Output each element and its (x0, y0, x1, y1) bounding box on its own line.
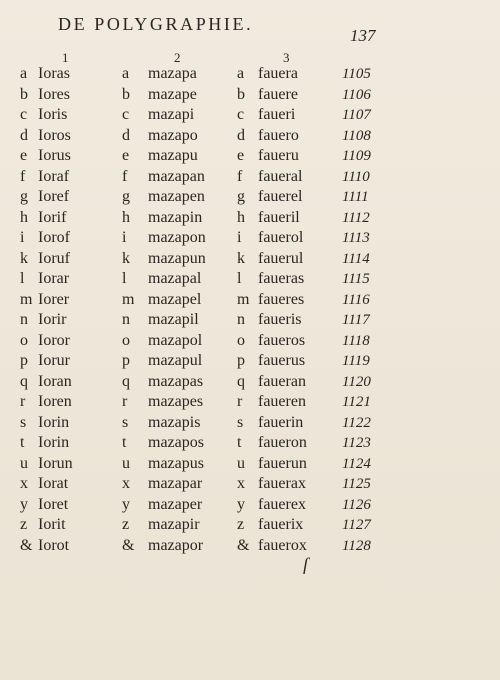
column1-letter: x (20, 475, 28, 492)
row-number: 1121 (342, 394, 371, 410)
column2-letter: f (122, 167, 128, 185)
column1-letter: t (20, 434, 25, 451)
column2-word: mazapel (148, 290, 202, 308)
row-number: 1111 (342, 189, 369, 205)
column1-letter: o (20, 331, 28, 349)
column1-letter: e (20, 147, 28, 164)
column1-letter: q (20, 372, 28, 390)
row-number: 1113 (342, 230, 370, 246)
column2-word: mazapes (148, 393, 204, 410)
column3-word: fauerοs (258, 331, 306, 349)
column3-word: fauerun (258, 454, 307, 472)
column2-letter: y (122, 495, 130, 513)
row-number: 1126 (342, 496, 371, 513)
column3-letter: p (237, 352, 245, 369)
row-number: 1115 (342, 271, 370, 287)
column1-word: Ioras (38, 65, 70, 82)
column2-word: mazapa (148, 65, 197, 82)
catchword: ſ (303, 554, 309, 574)
row-number: 1124 (342, 455, 371, 472)
column3-letter: & (237, 536, 250, 554)
column2-word: mazapen (148, 188, 205, 205)
column1-letter: f (20, 167, 26, 185)
column1-letter: z (20, 516, 28, 533)
column1-word: Iores (38, 85, 70, 103)
column3-word: fauerus (258, 352, 306, 369)
column3-letter: h (237, 208, 245, 226)
column1-letter: y (20, 495, 28, 513)
column1-word: Iorer (38, 290, 70, 308)
column3-letter: k (237, 249, 245, 267)
table-row (0, 208, 500, 229)
column-number-2: 2 (174, 50, 181, 65)
column2-letter: c (122, 106, 130, 123)
column2-letter: e (122, 147, 130, 164)
column2-word: mazapar (148, 475, 203, 492)
column3-letter: d (237, 126, 245, 144)
column2-word: mazapo (148, 126, 198, 144)
column2-letter: z (122, 516, 130, 533)
column3-letter: l (237, 270, 242, 287)
column2-letter: k (122, 249, 130, 267)
column3-letter: q (237, 372, 245, 390)
column2-word: mazape (148, 85, 197, 103)
table-row (0, 85, 500, 106)
table-row (0, 372, 500, 393)
column2-letter: x (122, 475, 130, 492)
column2-word: mazapos (148, 434, 204, 451)
column3-letter: r (237, 393, 243, 410)
column2-word: mazapor (148, 536, 204, 554)
column3-word: fauero (258, 126, 299, 144)
column3-letter: u (237, 454, 245, 472)
table-row (0, 536, 500, 557)
cipher-table (0, 64, 500, 556)
column2-letter: s (122, 413, 129, 431)
row-number: 1109 (342, 148, 371, 164)
column3-letter: g (237, 188, 245, 205)
page-number: 137 (350, 26, 376, 45)
column2-word: mazapin (148, 208, 203, 226)
column3-letter: z (237, 516, 245, 533)
column1-word: Ioror (38, 331, 70, 349)
column2-word: mazapon (148, 229, 206, 246)
table-row (0, 515, 500, 536)
column1-word: Ioren (38, 393, 72, 410)
column3-word: fauerex (258, 495, 306, 513)
column2-letter: m (122, 290, 135, 308)
table-row (0, 310, 500, 331)
column3-letter: e (237, 147, 245, 164)
column2-letter: q (122, 372, 130, 390)
column1-letter: b (20, 85, 28, 103)
column3-word: faueru (258, 147, 299, 164)
row-number: 1116 (342, 291, 370, 308)
column3-letter: a (237, 65, 245, 82)
column1-word: Iorar (38, 270, 70, 287)
column1-word: Ioret (38, 495, 69, 513)
column2-letter: t (122, 434, 127, 451)
column1-word: Iorur (38, 352, 70, 369)
column2-letter: n (122, 311, 130, 328)
column2-word: mazapis (148, 413, 201, 431)
column3-word: fauerul (258, 249, 304, 267)
row-number: 1118 (342, 332, 370, 349)
row-number: 1123 (342, 435, 371, 451)
table-row (0, 126, 500, 147)
column3-word: fauerix (258, 516, 304, 533)
column1-letter: n (20, 311, 28, 328)
column3-word: fauerel (258, 188, 303, 205)
row-number: 1110 (342, 168, 370, 185)
column2-letter: u (122, 454, 130, 472)
table-row (0, 495, 500, 516)
column2-letter: l (122, 270, 127, 287)
row-number: 1122 (342, 414, 371, 431)
table-row (0, 269, 500, 290)
column1-word: Iorot (38, 536, 70, 554)
column1-letter: d (20, 126, 28, 144)
table-row (0, 474, 500, 495)
column3-word: faueras (258, 270, 305, 287)
column3-word: faueris (258, 311, 302, 328)
column2-letter: g (122, 188, 130, 205)
column1-word: Iorin (38, 434, 70, 451)
row-number: 1114 (342, 250, 370, 267)
row-number: 1107 (342, 107, 371, 123)
column1-word: Iorir (38, 311, 67, 328)
column2-letter: p (122, 352, 130, 369)
row-number: 1112 (342, 209, 370, 226)
table-row (0, 290, 500, 311)
column3-word: faueril (258, 208, 300, 226)
column2-letter: i (122, 229, 127, 246)
column1-letter: m (20, 290, 33, 308)
column1-letter: k (20, 249, 28, 267)
column3-word: fauerax (258, 475, 306, 492)
table-row (0, 413, 500, 434)
column3-letter: s (237, 413, 244, 431)
row-number: 1117 (342, 312, 370, 328)
column3-letter: i (237, 229, 242, 246)
column1-letter: r (20, 393, 26, 410)
table-row (0, 105, 500, 126)
column1-word: Ioran (38, 372, 72, 390)
column1-word: Ioruf (38, 249, 70, 267)
column2-letter: d (122, 126, 130, 144)
column2-letter: & (122, 536, 135, 554)
column3-word: fauerin (258, 413, 304, 431)
column1-letter: & (20, 536, 33, 554)
table-row (0, 249, 500, 270)
row-number: 1106 (342, 86, 371, 103)
column2-word: mazapir (148, 516, 200, 533)
row-number: 1108 (342, 127, 371, 144)
row-number: 1105 (342, 66, 371, 82)
column3-word: faueron (258, 434, 307, 451)
column2-word: mazapi (148, 106, 195, 123)
column1-word: Iorit (38, 516, 66, 533)
column3-word: fauerox (258, 536, 307, 554)
column1-word: Iorus (38, 147, 71, 164)
table-row (0, 64, 500, 85)
column3-word: fauera (258, 65, 298, 82)
column1-letter: h (20, 208, 28, 226)
table-row (0, 351, 500, 372)
column3-letter: c (237, 106, 245, 123)
table-row (0, 392, 500, 413)
column3-word: faueren (258, 393, 306, 410)
column3-letter: y (237, 495, 245, 513)
table-row (0, 146, 500, 167)
column1-word: Iorun (38, 454, 73, 472)
column3-letter: m (237, 290, 250, 308)
column-number-1: 1 (62, 50, 69, 65)
column2-letter: o (122, 331, 130, 349)
column2-word: mazaper (148, 495, 203, 513)
column3-word: faueral (258, 167, 303, 185)
column1-letter: a (20, 65, 28, 82)
column1-word: Iorif (38, 208, 67, 226)
column2-word: mazapul (148, 352, 203, 369)
column2-word: mazapol (148, 331, 203, 349)
column1-word: Iorin (38, 413, 70, 431)
column3-letter: f (237, 167, 243, 185)
column3-letter: o (237, 331, 245, 349)
column3-word: faueres (258, 290, 305, 308)
column1-letter: c (20, 106, 28, 123)
column1-word: Iorof (38, 229, 70, 246)
row-number: 1127 (342, 517, 371, 533)
column3-word: faueran (258, 372, 306, 390)
row-number: 1120 (342, 373, 371, 390)
column1-word: Ioris (38, 106, 68, 123)
row-number: 1125 (342, 476, 371, 492)
column2-word: mazapun (148, 249, 206, 267)
column3-letter: b (237, 85, 245, 103)
column1-letter: u (20, 454, 28, 472)
column1-letter: i (20, 229, 25, 246)
column2-letter: a (122, 65, 130, 82)
column3-letter: t (237, 434, 242, 451)
column1-word: Ioraf (38, 167, 70, 185)
column2-word: mazapan (148, 167, 205, 185)
table-row (0, 187, 500, 208)
column2-letter: b (122, 85, 130, 103)
table-row (0, 454, 500, 475)
column2-letter: h (122, 208, 130, 226)
column3-letter: n (237, 311, 245, 328)
column1-word: Ioref (38, 188, 70, 205)
column1-word: Ioros (38, 126, 71, 144)
table-row (0, 331, 500, 352)
column1-letter: l (20, 270, 25, 287)
column3-word: fauerol (258, 229, 304, 246)
column-number-3: 3 (283, 50, 290, 65)
column2-word: mazapas (148, 372, 204, 390)
column3-word: faueri (258, 106, 296, 123)
table-row (0, 228, 500, 249)
column1-word: Iorat (38, 475, 69, 492)
table-row (0, 167, 500, 188)
column3-letter: x (237, 475, 245, 492)
column1-letter: p (20, 352, 28, 369)
column1-letter: g (20, 188, 28, 205)
column2-word: mazapu (148, 147, 198, 164)
column1-letter: s (20, 413, 27, 431)
column2-letter: r (122, 393, 128, 410)
row-number: 1119 (342, 353, 370, 369)
column3-word: fauere (258, 85, 298, 103)
running-title: DE POLYGRAPHIE. (58, 14, 254, 34)
column2-word: mazapal (148, 270, 202, 287)
table-row (0, 433, 500, 454)
column2-word: mazapil (148, 311, 199, 328)
column2-word: mazapus (148, 454, 204, 472)
row-number: 1128 (342, 537, 371, 554)
